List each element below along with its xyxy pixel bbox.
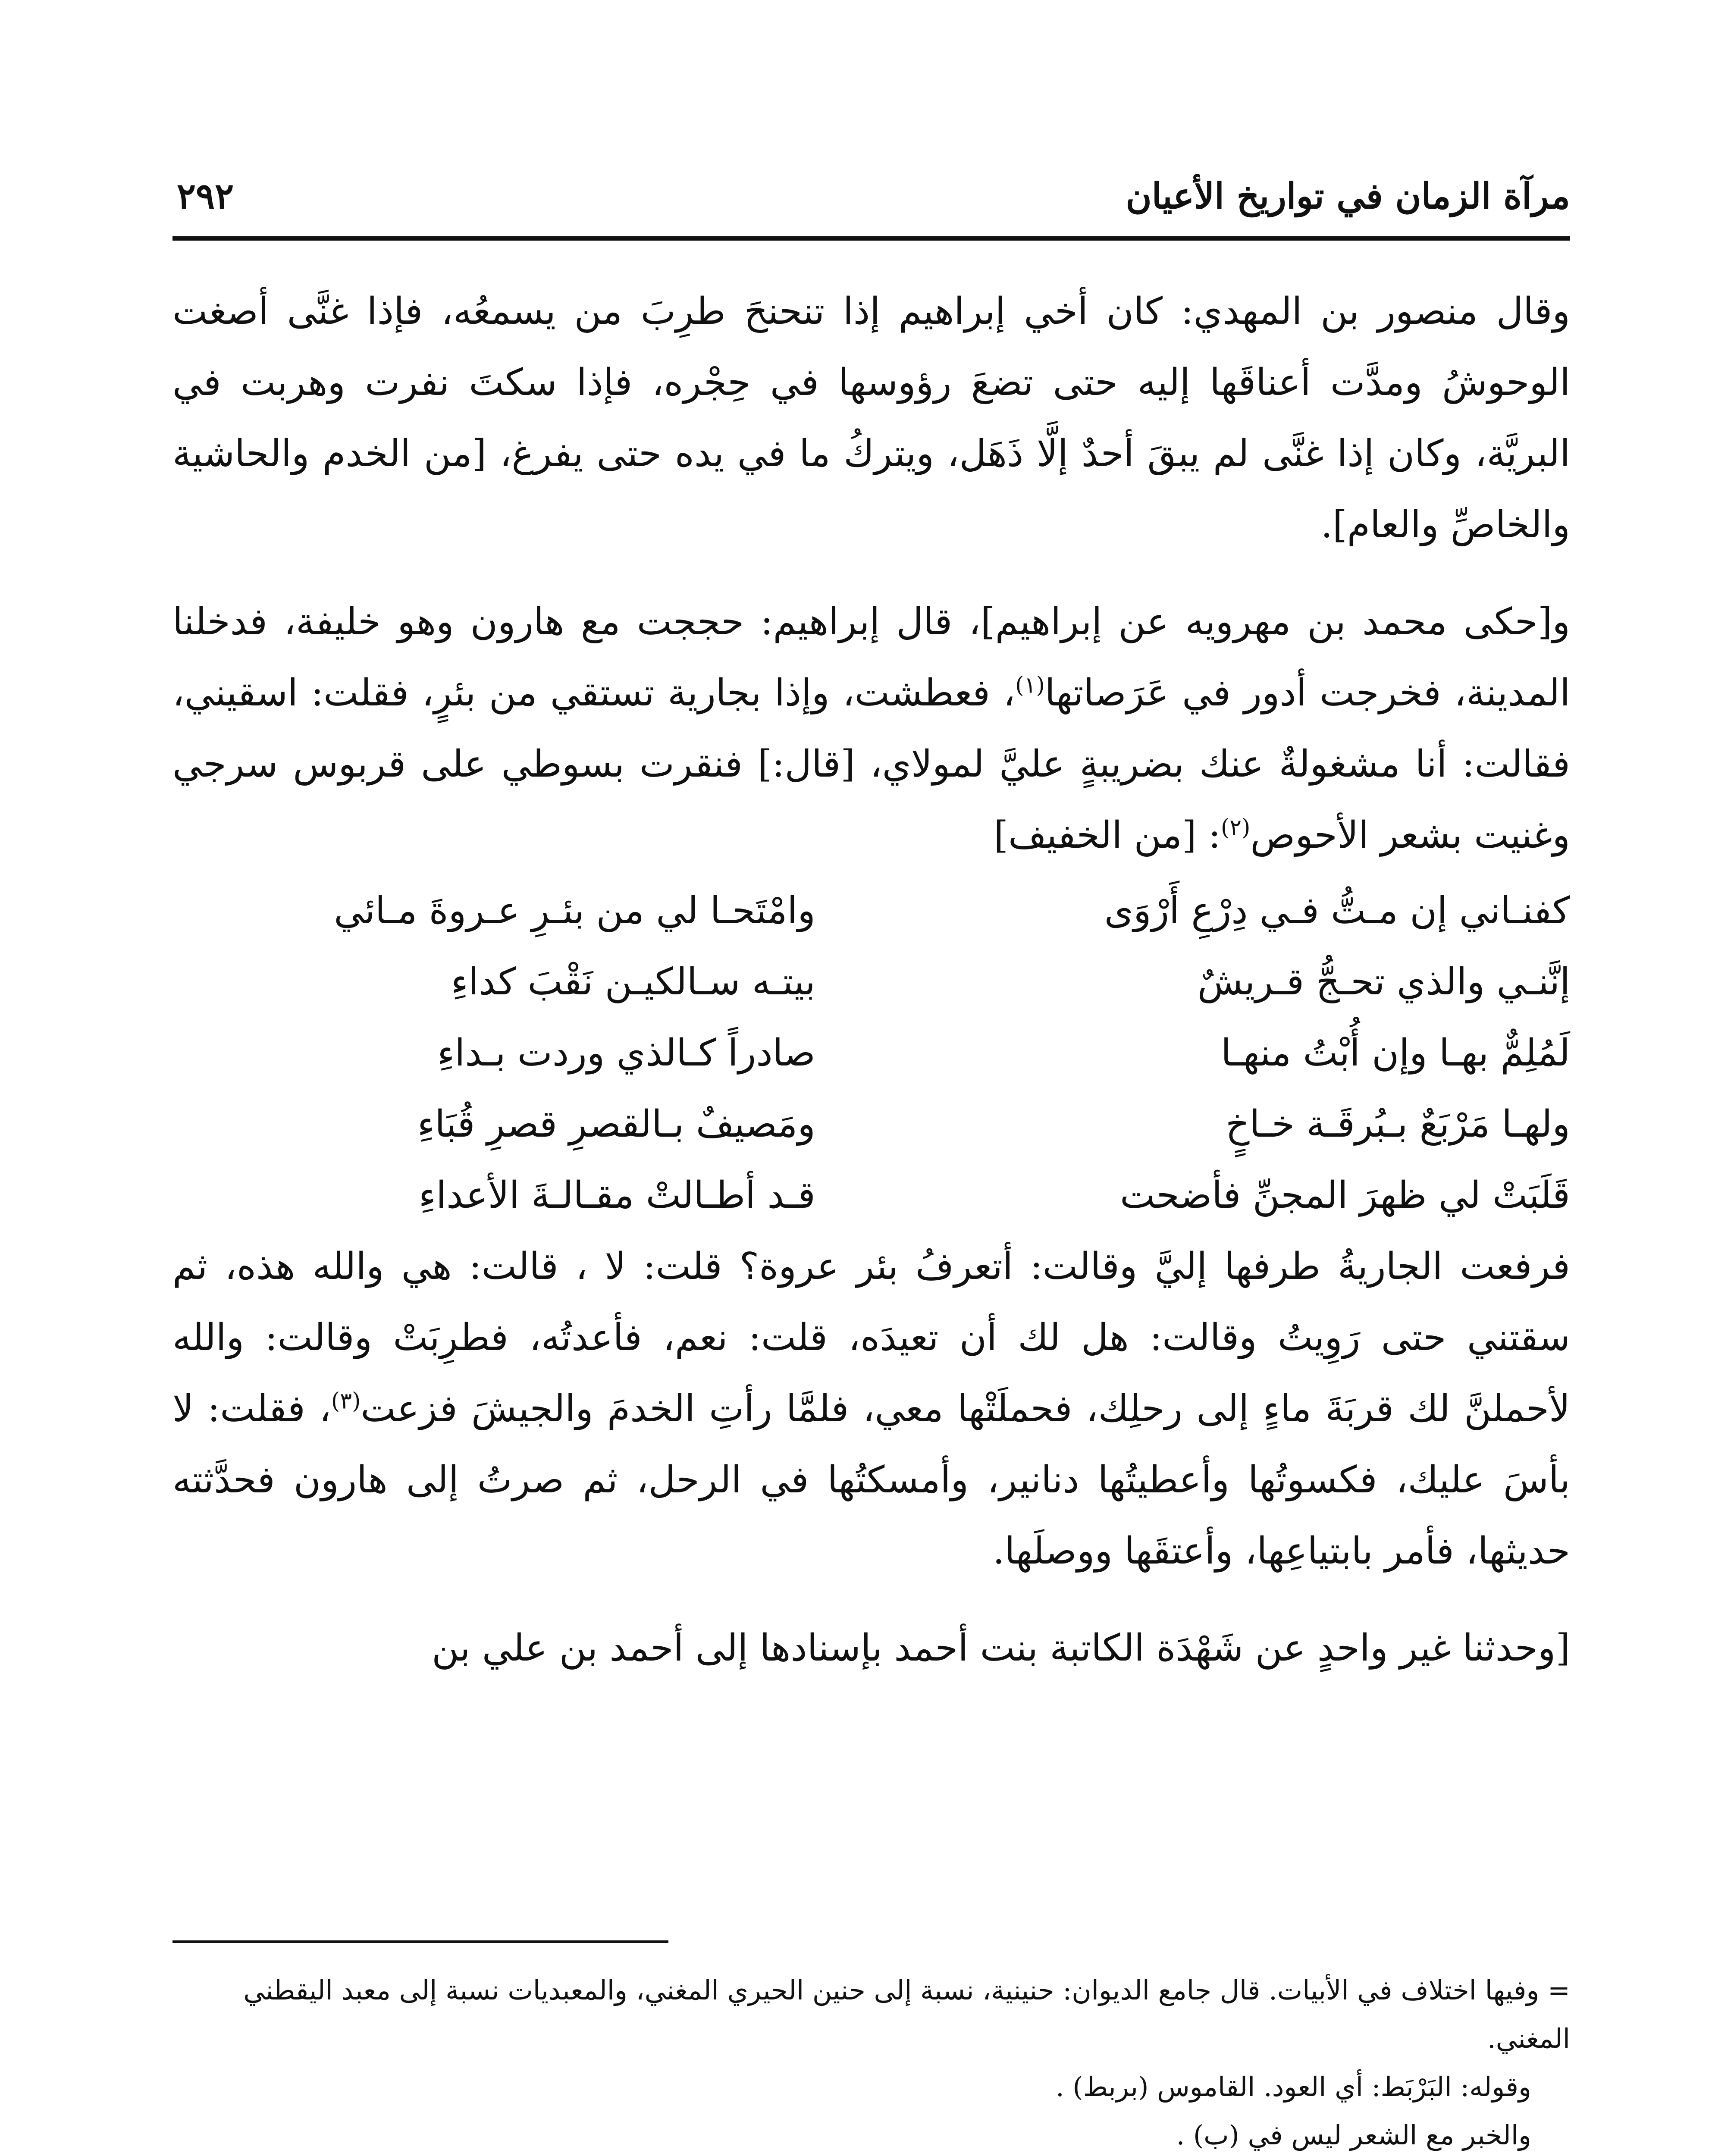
verse-second-hemistich: بيتـه سـالكيـن نَقْبَ كداءِ	[451, 960, 815, 1003]
page-header	[172, 170, 1570, 226]
paragraph-3-part-a: فرفعت الجاريةُ طرفها إليَّ وقالت: أتعرفُ بئر عروة؟ قلت: لا ، قالت: هي والله هذه، ثم سقتني حتى رَوِيتُ وقالت: هل لك أن تعيدَه، قلت: نعم، فأعدتُه، فطرِبَتْ وقالت: والله لأحملنَّ لك قربَةَ ماءٍ إلى رحلِك، فحملَتْها معي، فلمَّا رأتِ الخدمَ والجيشَ فزعت	[172, 1245, 1570, 1430]
verse-first-hemistich: قَلَبَتْ لي ظهرَ المجنِّ فأضحت	[1120, 1174, 1570, 1217]
paragraph-2-part-b: ، فعطشت، وإذا بجارية تستقي من بئرٍ، فقلت: اسقيني، فقالت: أنا مشغولةٌ عنك بضريبةٍ عليَّ لمولاي، [قال:] فنقرت بسوطي على قربوس سرجي وغنيت بشعر الأحوص	[172, 671, 1570, 857]
footnote-continuation: = وفيها اختلاف في الأبيات. قال جامع الديوان: حنينية، نسبة إلى حنين الحيري المغني، والمعبديات نسبة إلى معبد اليقطني المغني.	[243, 1974, 1570, 2054]
paragraph-2	[172, 586, 1570, 871]
paragraph-3-part-b: ، فقلت: لا بأسَ عليك، فكسوتُها وأعطيتُها دنانير، وأمسكتُها في الرحل، ثم صرتُ إلى هارون فحدَّثته حديثها، فأمر بابتياعِها، وأعتقَها ووصلَها.	[172, 1387, 1570, 1573]
verse	[172, 1160, 1570, 1231]
verse-first-hemistich: لَمُلِمٌّ بهـا وإن أُبْتُ منهـا	[1221, 1031, 1570, 1075]
footnote-continuation: وقوله: البَرْبَط: أي العود. القاموس (بربط) .	[1056, 2071, 1531, 2103]
verse-first-hemistich: كفنـاني إن مـتُّ فـي دِرْعِ أَرْوَى	[1104, 889, 1570, 932]
header-rule	[172, 236, 1570, 241]
poem	[172, 875, 1570, 1231]
verse-first-hemistich: إنَّنـي والذي تحـجُّ قـريشٌ	[1197, 960, 1570, 1003]
verse	[172, 946, 1570, 1018]
verse	[172, 1089, 1570, 1160]
footnote-continuation: والخبر مع الشعر ليس في (ب) .	[1176, 2119, 1531, 2151]
paragraph-2-part-c: : [من الخفيف]	[994, 814, 1221, 857]
paragraph-1: وقال منصور بن المهدي: كان أخي إبراهيم إذا تنحنحَ طرِبَ من يسمعُه، فإذا غنَّى أصغت الوحوشُ ومدَّت أعناقَها إليه حتى تضعَ رؤوسها في حِجْره، فإذا سكتَ نفرت وهربت في البريَّة، وكان إذا غنَّى لم يبقَ أحدٌ إلَّا ذَهَل، ويتركُ ما في يده حتى يفرغ، [من الخدم والحاشية والخاصِّ والعام].	[172, 290, 1570, 546]
footnote-ref-3: (٣)	[331, 1388, 361, 1414]
footnote-ref-2: (٢)	[1220, 815, 1251, 841]
paragraph-4: [وحدثنا غير واحدٍ عن شَهْدَة الكاتبة بنت أحمد بإسنادها إلى أحمد بن علي بن	[432, 1626, 1570, 1670]
paragraph-3	[172, 1231, 1570, 1587]
footnotes	[172, 1966, 1570, 2156]
footnote-ref-1: (١)	[1015, 672, 1045, 699]
main-text	[172, 276, 1570, 1684]
paragraph-2-part-a: و[حكى محمد بن مهرويه عن إبراهيم]، قال إبراهيم: حججت مع هارون وهو خليفة، فدخلنا المدينة، فخرجت أدور في عَرَصاتها	[172, 600, 1570, 714]
verse-second-hemistich: صادراً كـالذي وردت بـداءِ	[437, 1031, 815, 1075]
verse-first-hemistich: ولهـا مَرْبَعٌ بـبُرقَـة خـاخٍ	[1225, 1103, 1570, 1146]
footnote-rule	[172, 1940, 668, 1943]
running-title: مرآة الزمان في تواريخ الأعيان	[1126, 175, 1570, 217]
verse-second-hemistich: وامْتَحـا لي من بئـرِ عـروةَ مـائي	[334, 889, 815, 932]
verse	[172, 1018, 1570, 1089]
verse-second-hemistich: ومَصيفٌ بـالقصرِ قصرِ قُبَاءِ	[417, 1103, 815, 1146]
page-number: ٢٩٢	[177, 175, 234, 217]
verse-second-hemistich: قـد أطـالتْ مقـالـةَ الأعداءِ	[418, 1174, 815, 1217]
verse	[172, 875, 1570, 946]
